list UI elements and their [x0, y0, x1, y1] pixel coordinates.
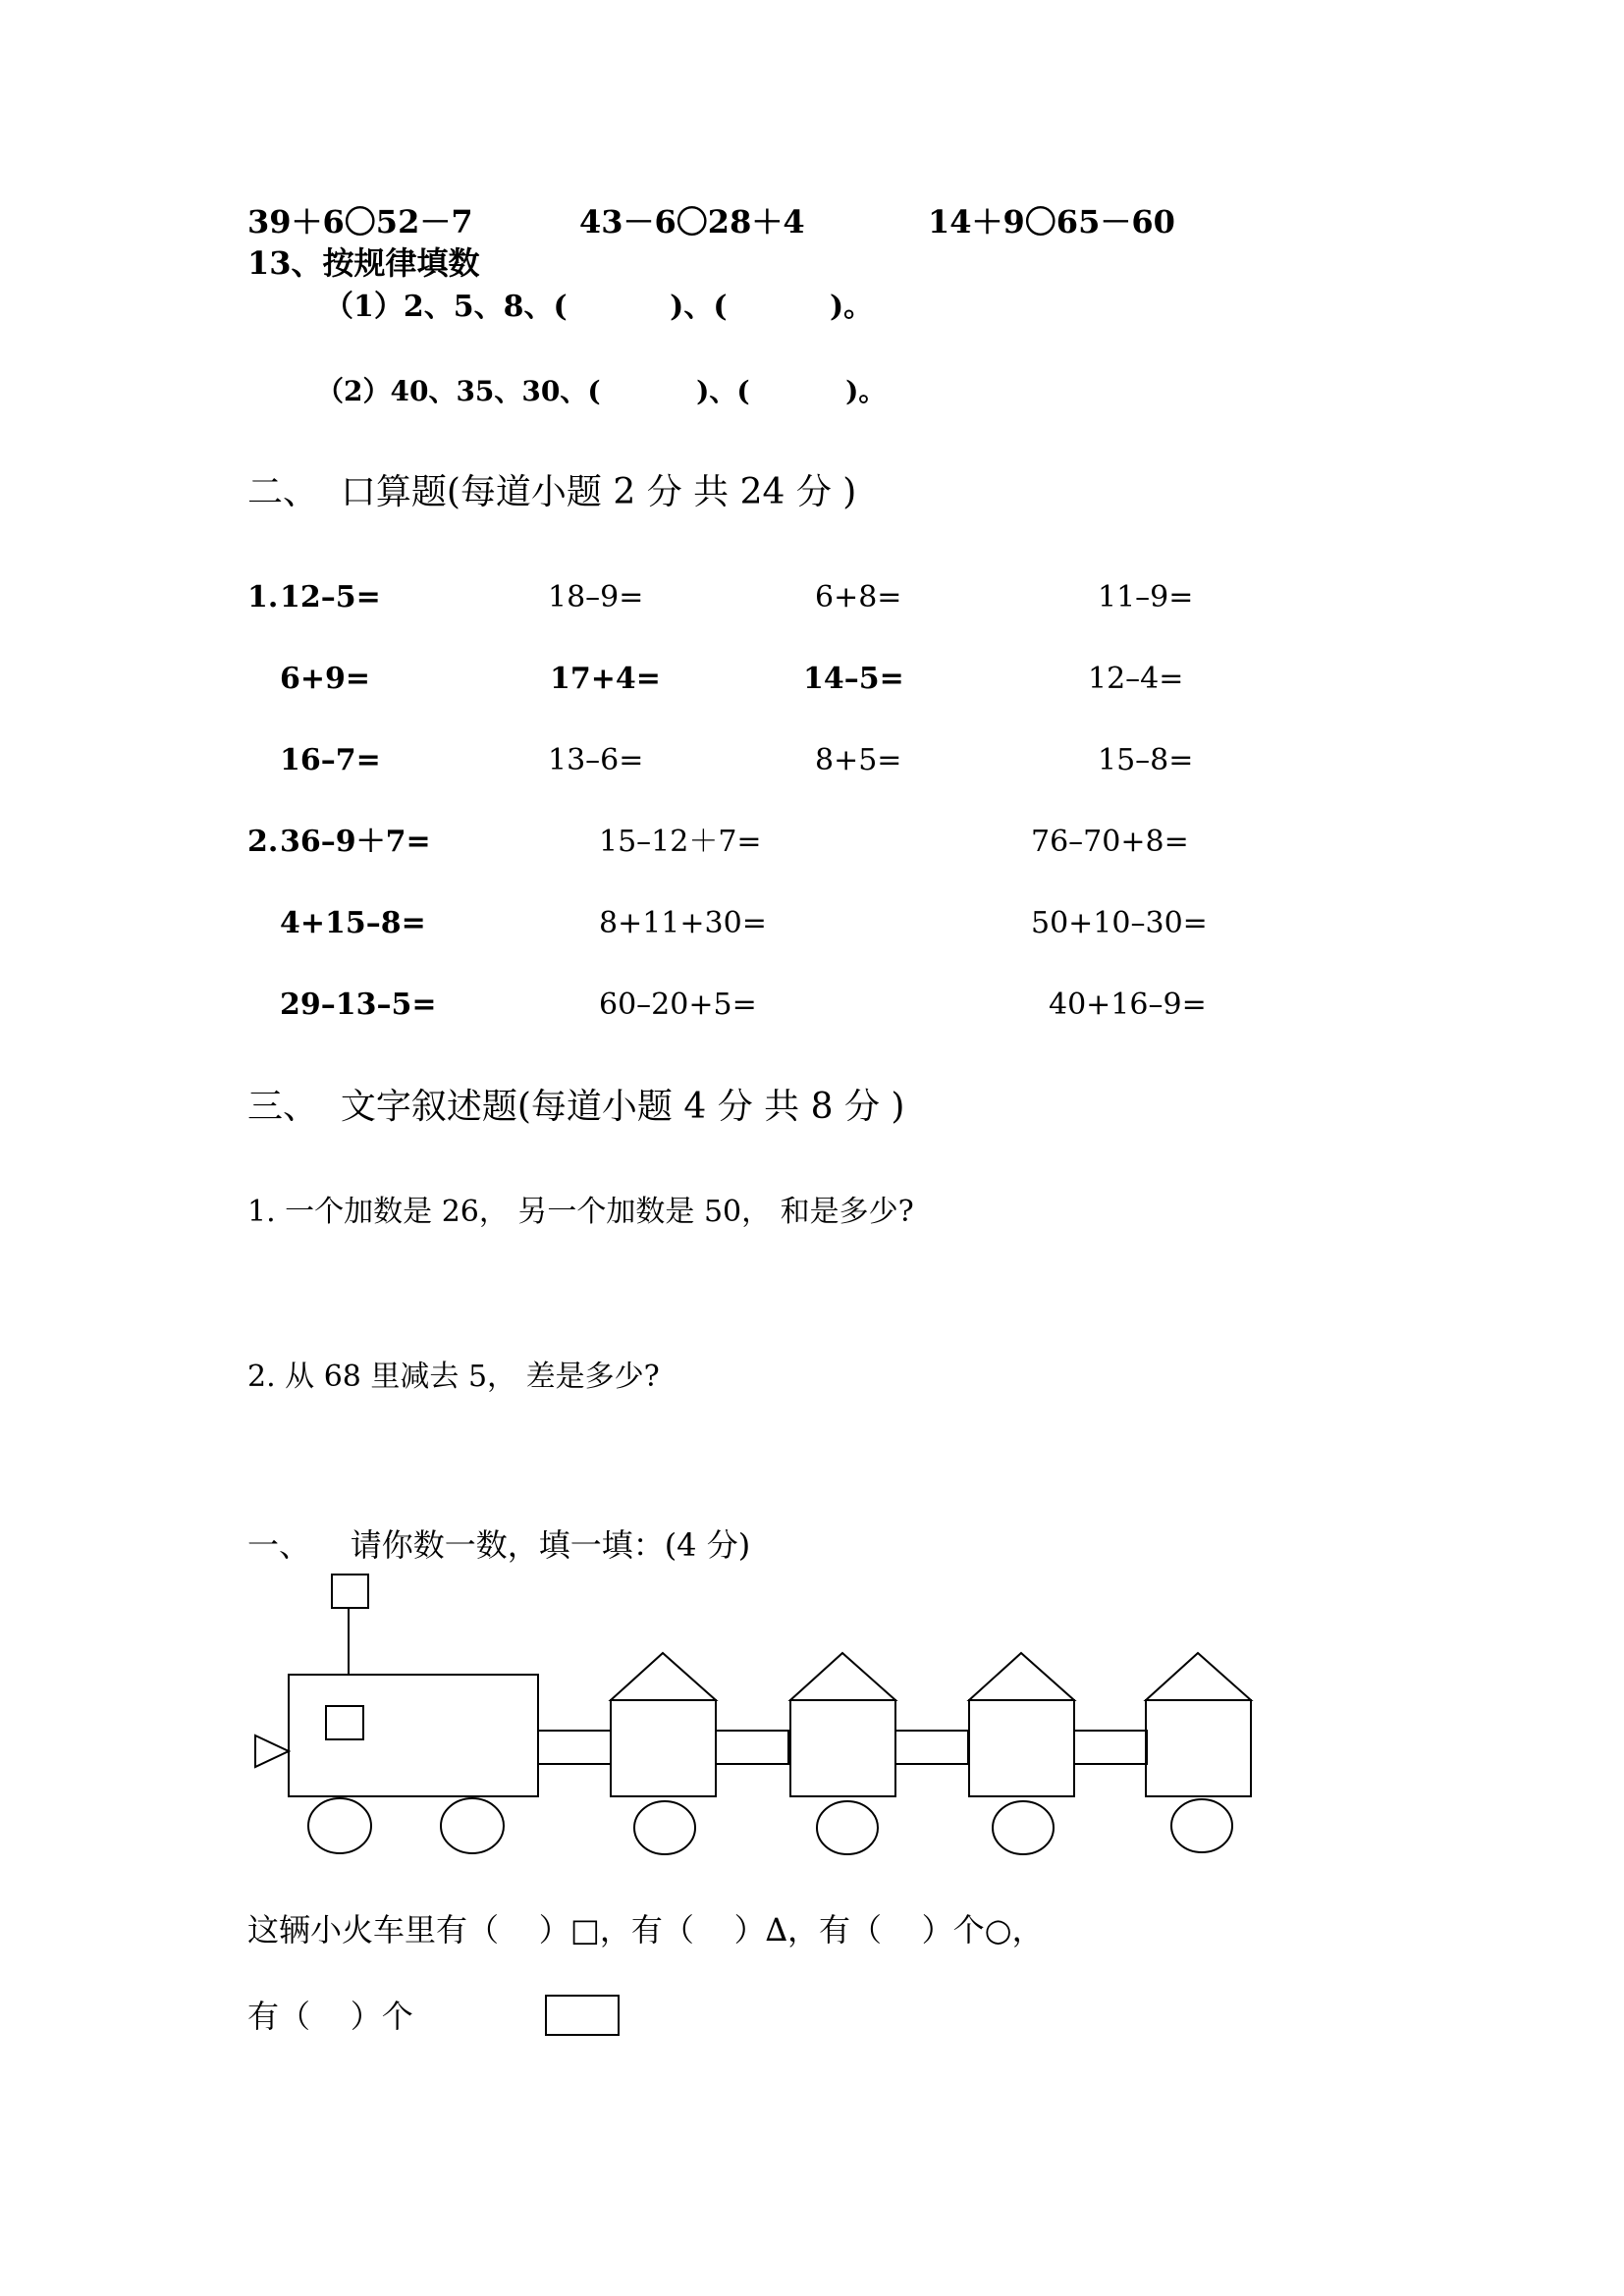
carriage-roof [790, 1653, 895, 1700]
chimney-square [332, 1575, 368, 1608]
oral-item: 15–8= [1098, 743, 1194, 777]
section3-heading: 三、 文字叙述题(每道小题 4 分 共 8 分 ) [247, 1087, 905, 1127]
oral-item: 16–7= [280, 743, 381, 777]
part1-label: 1. [247, 580, 279, 614]
rectangle-shape [545, 1995, 620, 2036]
oral-item: 17+4= [550, 662, 661, 696]
oral-item: 13–6= [548, 743, 644, 777]
oral-item: 15–12＋7= [599, 825, 762, 859]
oral-item: 14–5= [803, 662, 904, 696]
pattern-question-2: （2）40、35、30、( )、( )。 [316, 375, 887, 407]
count-line-2: 有（ ）个 [247, 1998, 413, 2035]
connector [538, 1731, 611, 1764]
pattern-title: 13、按规律填数 [247, 244, 480, 282]
carriage-roof [969, 1653, 1074, 1700]
carriage-body [611, 1700, 716, 1796]
oral-item: 50+10–30= [1031, 906, 1208, 940]
oral-item: 18–9= [548, 580, 644, 614]
oral-item: 40+16–9= [1049, 988, 1207, 1022]
word-problem-2: 2. 从 68 里减去 5， 差是多少? [247, 1360, 660, 1394]
part2-label: 2. [247, 825, 279, 859]
carriage-roof [1146, 1653, 1251, 1700]
wheel [634, 1801, 695, 1854]
wheel [1171, 1799, 1232, 1852]
oral-item: 6+9= [280, 662, 371, 696]
oral-item: 36–9＋7= [280, 825, 431, 859]
headlight-triangle [255, 1735, 289, 1767]
oral-item: 76–70+8= [1031, 825, 1189, 859]
oral-item: 8+11+30= [599, 906, 767, 940]
carriage-body [969, 1700, 1074, 1796]
oral-item: 11–9= [1098, 580, 1194, 614]
oral-item: 60–20+5= [599, 988, 757, 1022]
connector [1074, 1731, 1147, 1764]
oral-item: 12–5= [280, 580, 381, 614]
connector [716, 1731, 788, 1764]
wheel [308, 1798, 371, 1853]
section1-heading: 一、 请你数一数，填一填：(4 分) [247, 1526, 751, 1564]
oral-item: 29–13–5= [280, 988, 437, 1022]
connector [895, 1731, 968, 1764]
compare-item-1: 39＋6〇52－7 [247, 203, 473, 240]
carriage-roof [611, 1653, 716, 1700]
section2-heading: 二、 口算题(每道小题 2 分 共 24 分 ) [247, 472, 857, 512]
engine-window [326, 1706, 363, 1739]
oral-item: 6+8= [815, 580, 902, 614]
wheel [993, 1801, 1054, 1854]
oral-item: 4+15–8= [280, 906, 426, 940]
compare-item-2: 43－6〇28＋4 [579, 203, 805, 240]
wheel [817, 1801, 878, 1854]
carriage-body [1146, 1700, 1251, 1796]
count-line-1: 这辆小火车里有（ ）□，有（ ）∆，有（ ）个○， [247, 1911, 1044, 1949]
oral-item: 8+5= [815, 743, 902, 777]
carriage-body [790, 1700, 895, 1796]
word-problem-1: 1. 一个加数是 26， 另一个加数是 50， 和是多少? [247, 1195, 914, 1229]
pattern-question-1: （1）2、5、8、( )、( )。 [324, 290, 874, 324]
wheel [441, 1798, 504, 1853]
compare-item-3: 14＋9〇65－60 [928, 203, 1175, 240]
oral-item: 12–4= [1088, 662, 1184, 696]
